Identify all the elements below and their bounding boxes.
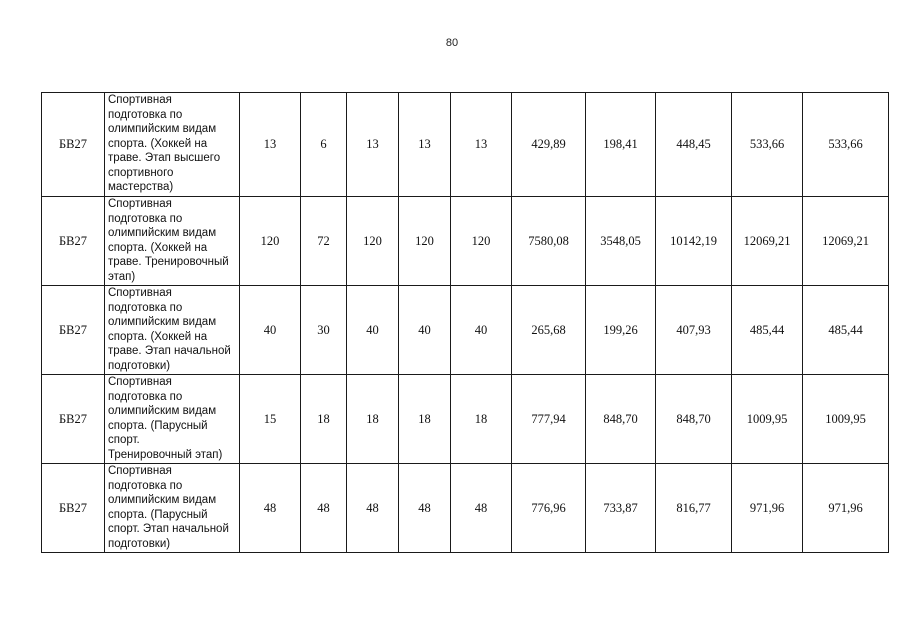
- description-line: олимпийским видам: [108, 405, 217, 417]
- value-cell: 6: [301, 93, 347, 197]
- value-cell: 12069,21: [732, 197, 803, 286]
- value-cell: 776,96: [512, 464, 586, 553]
- value-cell: 198,41: [586, 93, 656, 197]
- description-line: подготовка по: [108, 301, 183, 314]
- value-cell: 120: [240, 197, 301, 286]
- description-line: подготовка по: [108, 108, 183, 121]
- value-cell: 40: [240, 286, 301, 375]
- value-cell: 816,77: [656, 464, 732, 553]
- value-cell: 48: [451, 464, 512, 553]
- page-number: 80: [445, 37, 459, 49]
- budget-table: [41, 92, 889, 553]
- description-line: спорта. (Хоккей на: [108, 137, 208, 150]
- value-cell: 40: [451, 286, 512, 375]
- row-description-cell: [105, 93, 240, 197]
- row-description-cell: [105, 286, 240, 375]
- value-cell: 1009,95: [803, 375, 889, 464]
- description-line: подготовки): [108, 359, 171, 372]
- value-cell: 777,94: [512, 375, 586, 464]
- table-row: [42, 464, 889, 553]
- value-cell: 13: [451, 93, 512, 197]
- description-line: Спортивная: [108, 287, 172, 299]
- value-cell: 48: [301, 464, 347, 553]
- description-line: Спортивная: [108, 376, 172, 388]
- value-cell: 533,66: [732, 93, 803, 197]
- description-line: олимпийским видам: [108, 316, 217, 328]
- value-cell: 120: [399, 197, 451, 286]
- description-line: олимпийским видам: [108, 494, 217, 506]
- table-row: [42, 93, 889, 197]
- value-cell: 533,66: [803, 93, 889, 197]
- description-line: спорт. Этап начальной: [108, 523, 229, 535]
- value-cell: 13: [240, 93, 301, 197]
- description-line: подготовка по: [108, 212, 183, 225]
- value-cell: 7580,08: [512, 197, 586, 286]
- value-cell: 18: [399, 375, 451, 464]
- value-cell: 448,45: [656, 93, 732, 197]
- description-line: Спортивная: [108, 198, 172, 210]
- description-line: олимпийским видам: [108, 123, 217, 135]
- value-cell: 199,26: [586, 286, 656, 375]
- description-line: этап): [108, 270, 136, 283]
- description-line: подготовки): [108, 537, 171, 550]
- value-cell: 407,93: [656, 286, 732, 375]
- description-line: олимпийским видам: [108, 227, 217, 239]
- value-cell: 10142,19: [656, 197, 732, 286]
- value-cell: 1009,95: [732, 375, 803, 464]
- value-cell: 72: [301, 197, 347, 286]
- description-line: траве. Тренировочный: [108, 256, 229, 268]
- value-cell: 3548,05: [586, 197, 656, 286]
- value-cell: 848,70: [656, 375, 732, 464]
- value-cell: 848,70: [586, 375, 656, 464]
- value-cell: 485,44: [732, 286, 803, 375]
- value-cell: 15: [240, 375, 301, 464]
- table-body: [42, 93, 889, 553]
- value-cell: 971,96: [732, 464, 803, 553]
- value-cell: 18: [451, 375, 512, 464]
- row-code-cell: БВ27: [42, 286, 105, 375]
- value-cell: 120: [347, 197, 399, 286]
- value-cell: 429,89: [512, 93, 586, 197]
- table-row: [42, 286, 889, 375]
- value-cell: 40: [347, 286, 399, 375]
- row-description-cell: [105, 375, 240, 464]
- description-line: мастерства): [108, 181, 174, 193]
- description-line: траве. Этап начальной: [108, 345, 231, 357]
- value-cell: 733,87: [586, 464, 656, 553]
- value-cell: 48: [347, 464, 399, 553]
- description-line: спортивного: [108, 166, 174, 179]
- value-cell: 30: [301, 286, 347, 375]
- value-cell: 13: [399, 93, 451, 197]
- description-line: спорта. (Парусный: [108, 419, 208, 432]
- description-line: Спортивная: [108, 465, 172, 477]
- description-line: спорта. (Хоккей на: [108, 330, 208, 343]
- value-cell: 18: [301, 375, 347, 464]
- value-cell: 48: [399, 464, 451, 553]
- row-code-cell: БВ27: [42, 197, 105, 286]
- row-code-cell: БВ27: [42, 464, 105, 553]
- row-code-cell: БВ27: [42, 93, 105, 197]
- row-code-cell: БВ27: [42, 375, 105, 464]
- value-cell: 120: [451, 197, 512, 286]
- value-cell: 971,96: [803, 464, 889, 553]
- value-cell: 18: [347, 375, 399, 464]
- table-row: [42, 375, 889, 464]
- description-line: спорт.: [108, 434, 140, 446]
- value-cell: 12069,21: [803, 197, 889, 286]
- table-row: [42, 197, 889, 286]
- description-line: спорта. (Парусный: [108, 508, 208, 521]
- description-line: траве. Этап высшего: [108, 152, 221, 164]
- value-cell: 265,68: [512, 286, 586, 375]
- description-line: спорта. (Хоккей на: [108, 241, 208, 254]
- value-cell: 48: [240, 464, 301, 553]
- description-line: Спортивная: [108, 94, 172, 106]
- description-line: подготовка по: [108, 390, 183, 403]
- row-description-cell: [105, 197, 240, 286]
- value-cell: 40: [399, 286, 451, 375]
- description-line: подготовка по: [108, 479, 183, 492]
- value-cell: 485,44: [803, 286, 889, 375]
- description-line: Тренировочный этап): [108, 448, 223, 461]
- value-cell: 13: [347, 93, 399, 197]
- row-description-cell: [105, 464, 240, 553]
